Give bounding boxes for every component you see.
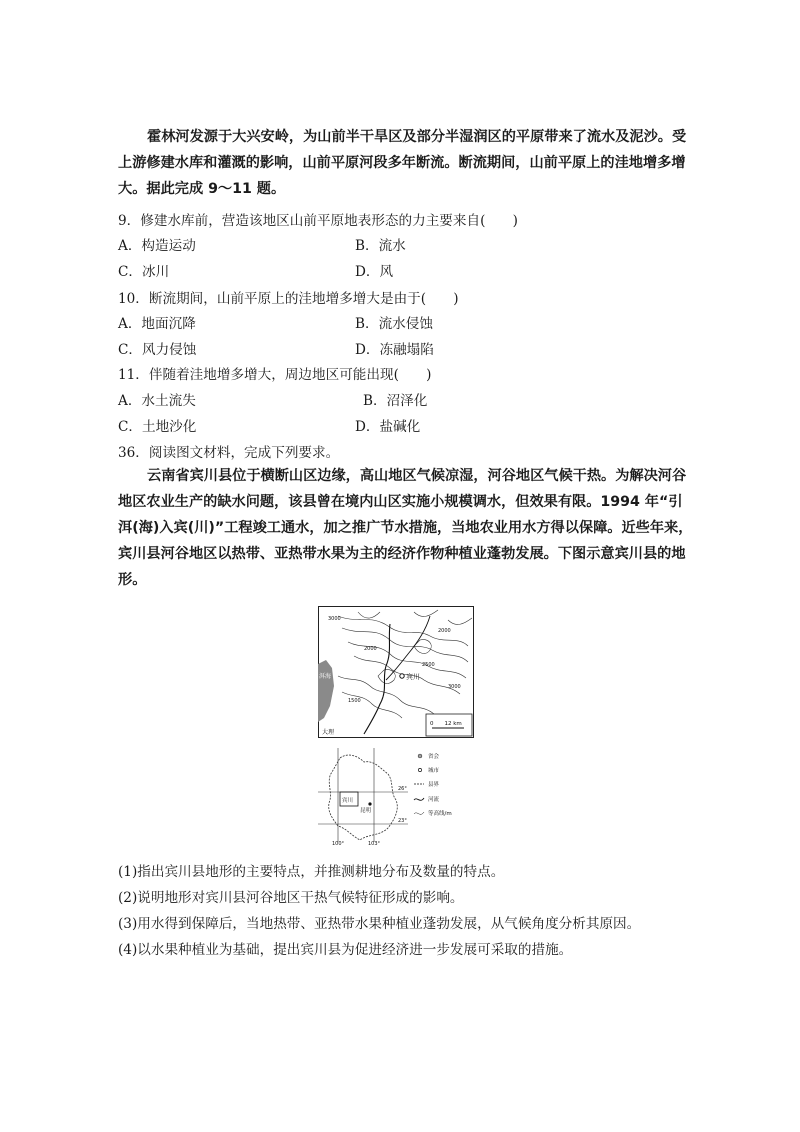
legend-contour-icon <box>414 812 424 814</box>
q9-option-d: D．风 <box>355 264 394 280</box>
dali-label: 大理 <box>322 729 335 736</box>
question-36-part-4: (4)以水果种植业为基础，提出宾川县为促进经济进一步发展可采取的措施。 <box>118 942 573 958</box>
legend-contour-label: 等高线/m <box>428 811 452 817</box>
q10-option-b: B．流水侵蚀 <box>355 316 433 332</box>
binchuan-city-label: 宾川 <box>406 673 420 681</box>
inset-binchuan-label: 宾川 <box>342 798 354 804</box>
q11-option-a: A．水土流失 <box>118 393 196 409</box>
legend-capital-label: 省会 <box>428 754 440 760</box>
q11-option-c: C．土地沙化 <box>118 419 197 435</box>
q11-option-b: B．沼泽化 <box>363 393 428 409</box>
yunnan-boundary <box>329 755 398 840</box>
legend-city-label: 城市 <box>428 768 440 774</box>
question-36-stem: 36．阅读图文材料，完成下列要求。 <box>118 445 340 461</box>
lon-label-100: 100° <box>332 841 345 846</box>
q10-option-d: D．冻融塌陷 <box>355 342 434 358</box>
question-9-options-row-1 <box>118 234 678 254</box>
legend-capital-dot <box>419 755 420 756</box>
q10-option-c: C．风力侵蚀 <box>118 342 197 358</box>
erhai-label: 洱海 <box>319 673 332 680</box>
question-36-part-1: (1)指出宾川县地形的主要特点，并推测耕地分布及数量的特点。 <box>118 864 505 880</box>
q9-option-b: B．流水 <box>355 238 406 254</box>
q9-option-a: A．构造运动 <box>118 238 196 254</box>
binchuan-city-marker <box>400 674 404 678</box>
contour-label-3: 2500 <box>422 662 435 668</box>
legend-boundary-label: 县界 <box>428 782 440 788</box>
legend-city-icon <box>418 768 421 771</box>
legend-river-label: 河流 <box>428 797 440 803</box>
question-10-stem: 10．断流期间，山前平原上的洼地增多增大是由于( ) <box>118 291 459 307</box>
question-11-stem: 11．伴随着洼地增多增大，周边地区可能出现( ) <box>118 367 432 383</box>
contour-label-2: 2000 <box>364 646 377 652</box>
contour-label-6: 3000 <box>448 684 461 690</box>
question-11-options-row-2 <box>118 415 678 435</box>
passage-binchuan <box>118 463 693 593</box>
lon-label-103: 103° <box>368 841 381 846</box>
contour-label-5: 2000 <box>438 628 451 634</box>
q11-option-d: D．盐碱化 <box>355 419 421 435</box>
question-10-options-row-2 <box>118 338 678 358</box>
legend-river-icon <box>414 798 424 800</box>
passage-binchuan-text: 云南省宾川县位于横断山区边缘，高山地区气候凉湿，河谷地区气候干热。为解决河谷地区农业生产的缺水问题，该县曾在境内山区实施小规模调水，但效果有限。1994 年“引洱(海)入宾(川)”工程竣工通水，加之推广节水措施，当地农业用水方得以保障。近些年来，宾川县河谷地区以热带、亚热带水果为主的经济作物种植业蓬勃发展。下图示意宾川县的地形。 <box>118 468 693 588</box>
q10-option-a: A．地面沉降 <box>118 316 196 332</box>
inset-kunming-label: 昆明 <box>360 808 372 814</box>
passage-holin-river-text: 霍林河发源于大兴安岭，为山前半干旱区及部分半湿润区的平原带来了流水及泥沙。受上游修建水库和灌溉的影响，山前平原河段多年断流。断流期间，山前平原上的洼地增多增大。据此完成 9～11 题。 <box>118 129 687 197</box>
q9-option-c: C．冰川 <box>118 264 170 280</box>
question-36-part-2: (2)说明地形对宾川县河谷地区干热气候特征形成的影响。 <box>118 890 464 906</box>
question-10-options-row-1 <box>118 312 678 332</box>
kunming-marker <box>368 802 371 805</box>
question-36-part-3: (3)用水得到保障后，当地热带、亚热带水果种植业蓬勃发展，从气候角度分析其原因。 <box>118 916 641 932</box>
question-9-stem: 9．修建水库前，营造该地区山前平原地表形态的力主要来自( ) <box>118 213 518 229</box>
binchuan-topographic-map <box>318 606 474 738</box>
contour-label-1: 3000 <box>328 616 341 622</box>
lat-label-23: 23° <box>398 818 407 824</box>
contour-label-4: 1500 <box>348 698 361 704</box>
yunnan-inset-map <box>318 748 476 846</box>
lat-label-26: 26° <box>398 786 407 792</box>
passage-holin-river <box>118 124 693 202</box>
inset-legend <box>414 752 452 817</box>
question-9-options-row-2 <box>118 260 678 280</box>
scale-label: 0 12 km <box>430 721 462 727</box>
question-11-options-row-1 <box>118 389 678 409</box>
